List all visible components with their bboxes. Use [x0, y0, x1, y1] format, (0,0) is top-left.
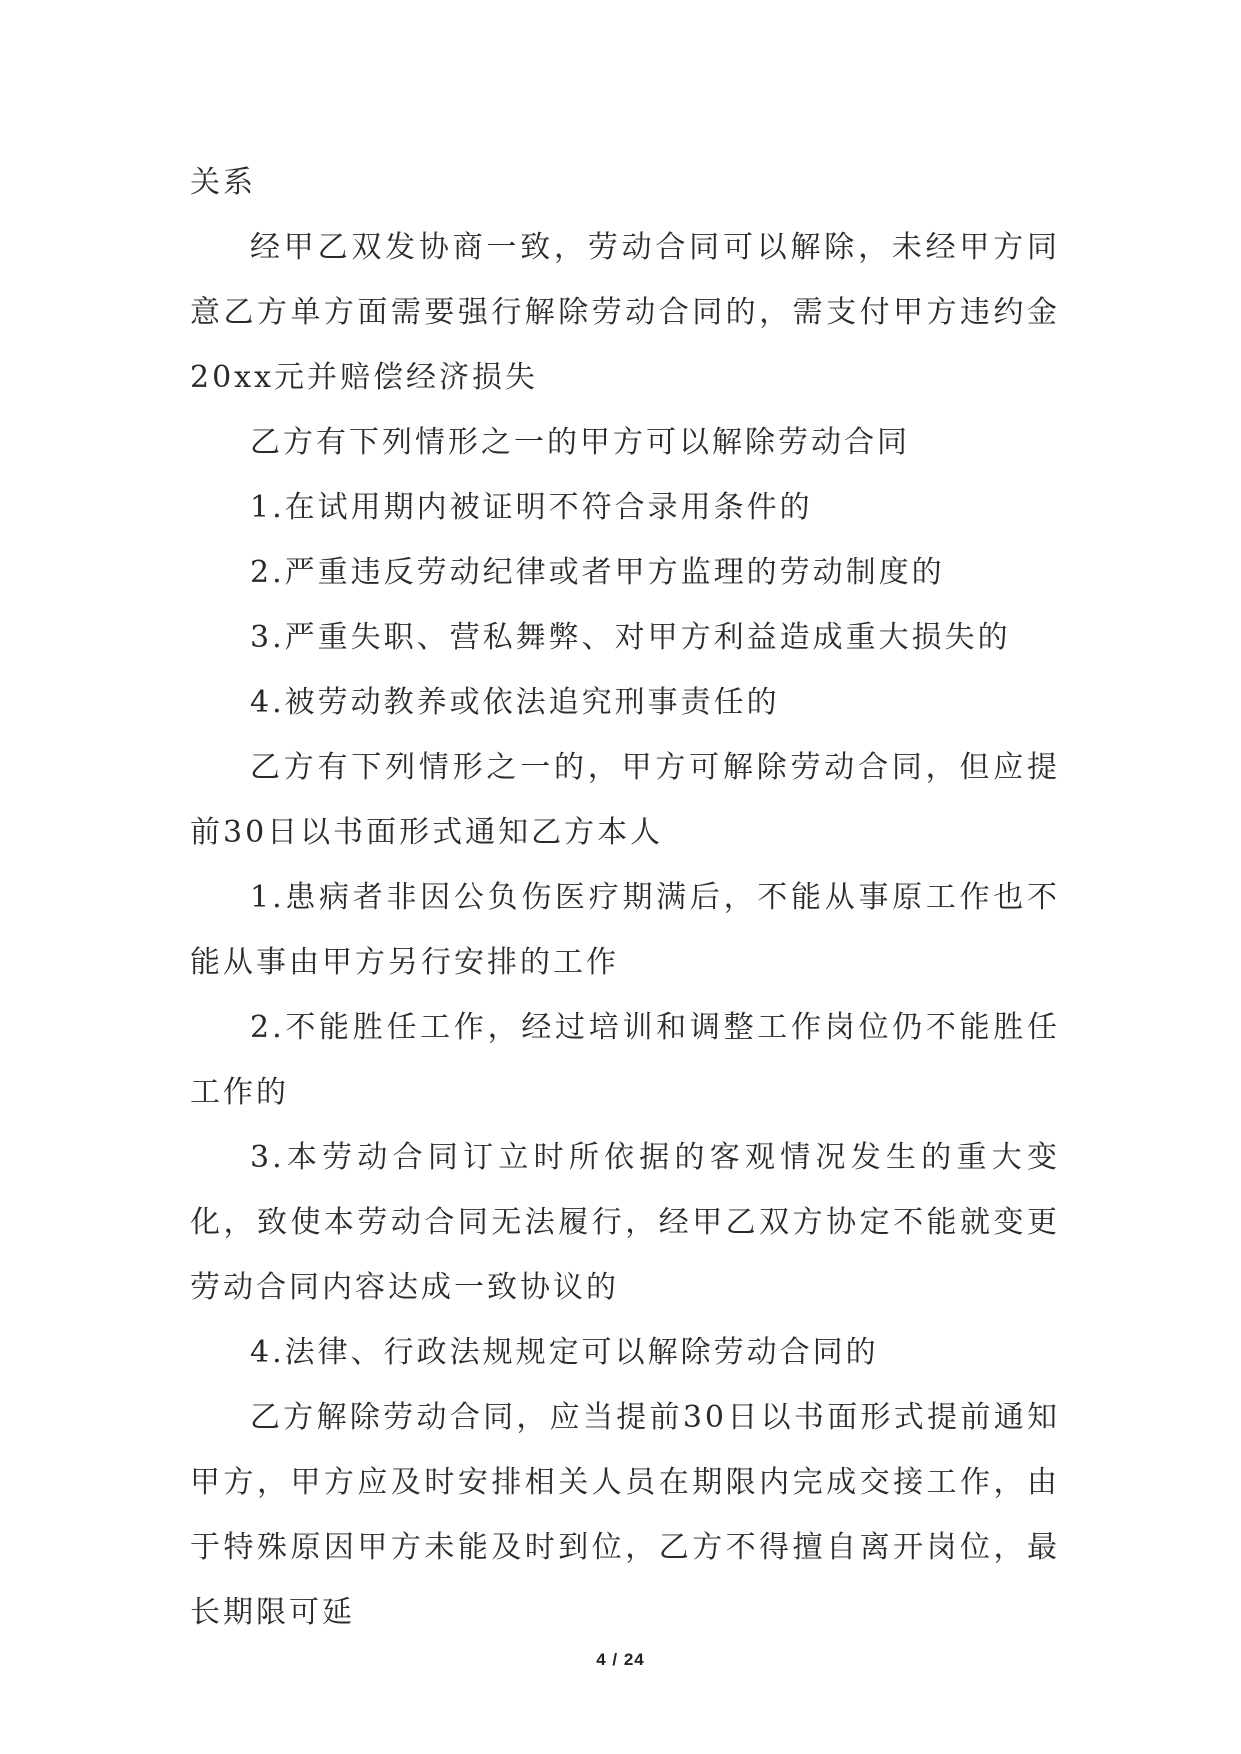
paragraph: 乙方解除劳动合同，应当提前30日以书面形式提前通知甲方，甲方应及时安排相关人员在期限内完成交接工作，由于特殊原因甲方未能及时到位，乙方不得擅自离开岗位，最长期限可延 [190, 1400, 1060, 1630]
list-item: 2.严重违反劳动纪律或者甲方监理的劳动制度的 [250, 555, 945, 590]
list-item: 4.法律、行政法规规定可以解除劳动合同的 [250, 1335, 879, 1370]
list-item: 1.在试用期内被证明不符合录用条件的 [250, 490, 813, 525]
list-item: 3.本劳动合同订立时所依据的客观情况发生的重大变化，致使本劳动合同无法履行，经甲乙双方协定不能就变更劳动合同内容达成一致协议的 [190, 1140, 1060, 1305]
page-number: 4 / 24 [596, 1650, 645, 1669]
paragraph: 乙方有下列情形之一的，甲方可解除劳动合同，但应提前30日以书面形式通知乙方本人 [190, 750, 1060, 850]
list-item: 2.不能胜任工作，经过培训和调整工作岗位仍不能胜任工作的 [190, 1010, 1060, 1110]
paragraph: 经甲乙双发协商一致，劳动合同可以解除，未经甲方同意乙方单方面需要强行解除劳动合同的，需支付甲方违约金20xx元并赔偿经济损失 [190, 230, 1060, 395]
document-body [190, 150, 1060, 1645]
paragraph-continuation: 关系 [190, 165, 256, 200]
list-item: 1.患病者非因公负伤医疗期满后，不能从事原工作也不能从事由甲方另行安排的工作 [190, 880, 1060, 980]
list-item: 3.严重失职、营私舞弊、对甲方利益造成重大损失的 [250, 620, 1011, 655]
list-item: 4.被劳动教养或依法追究刑事责任的 [250, 685, 780, 720]
paragraph: 乙方有下列情形之一的甲方可以解除劳动合同 [250, 425, 910, 460]
